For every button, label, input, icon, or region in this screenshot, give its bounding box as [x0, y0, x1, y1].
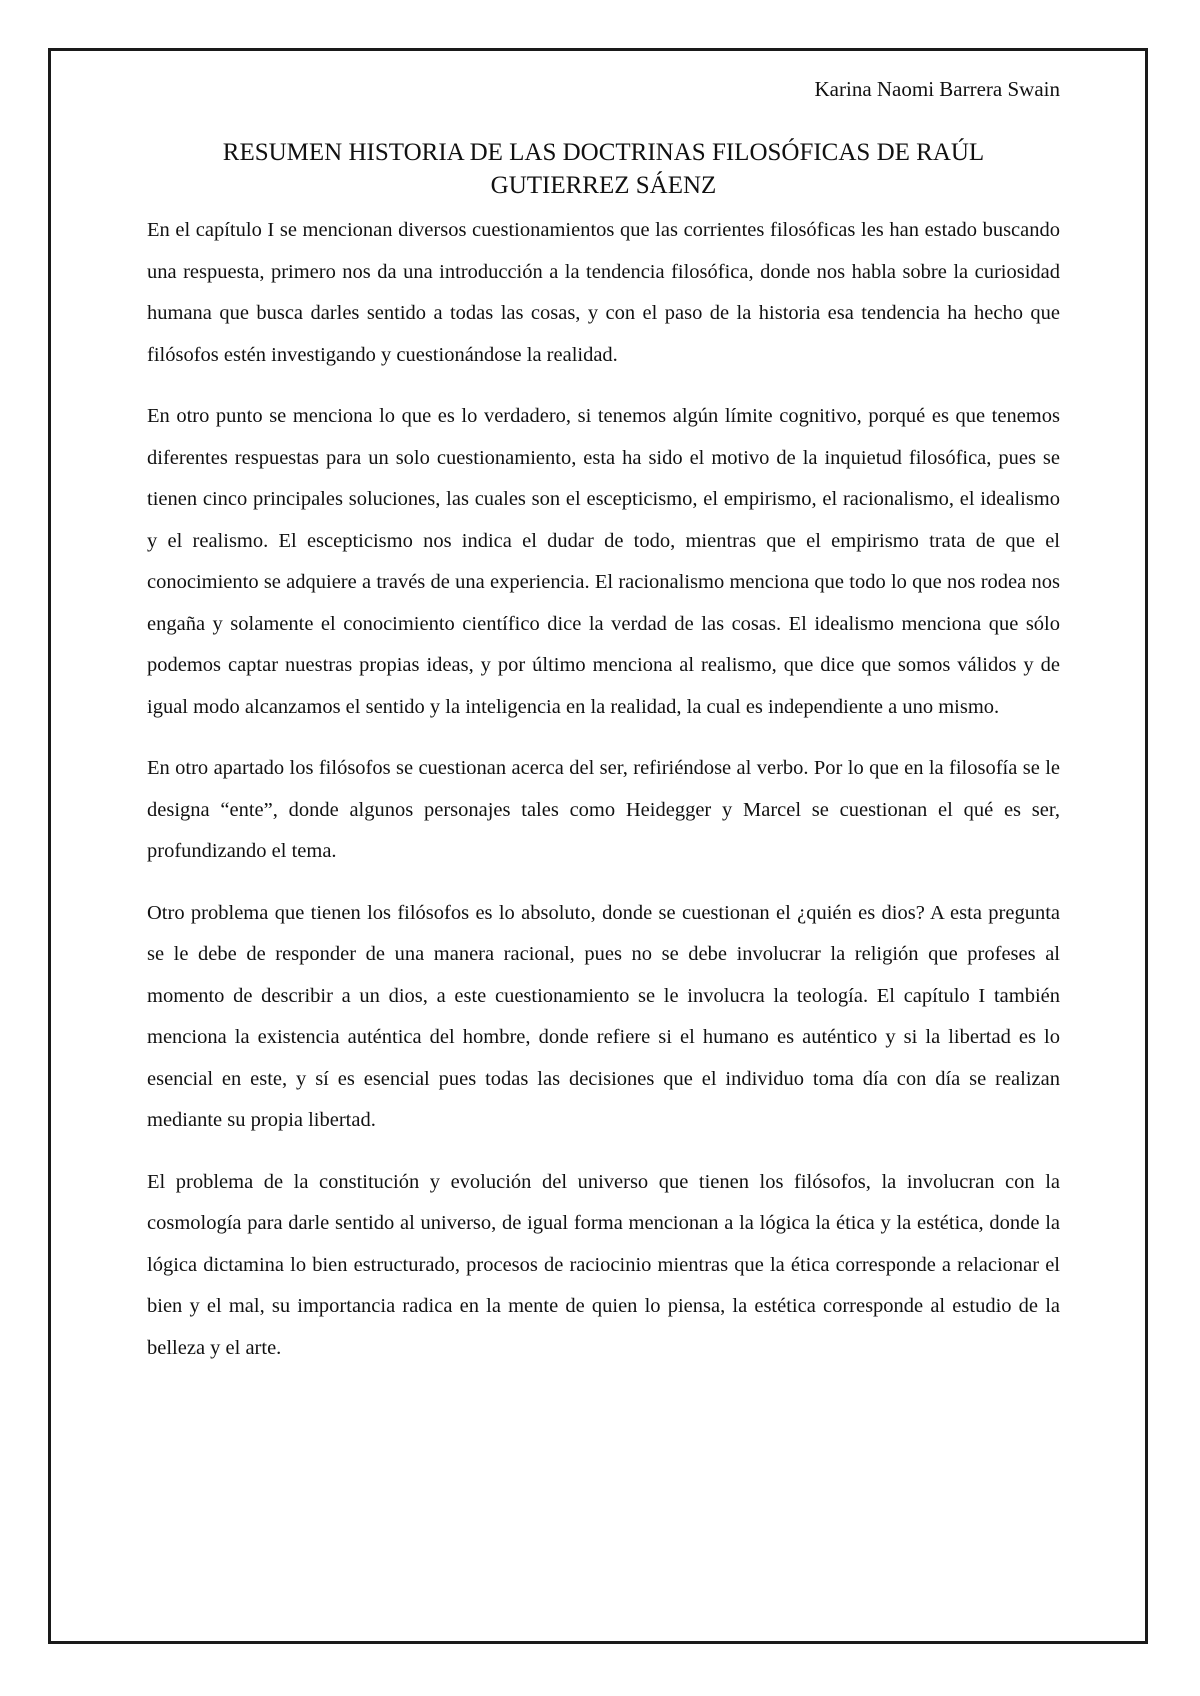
document-title: RESUMEN HISTORIA DE LAS DOCTRINAS FILOSÓFICAS DE RAÚL GUTIERREZ SÁENZ — [222, 139, 985, 199]
paragraph-4: Otro problema que tienen los filósofos es lo absoluto, donde se cuestionan el ¿quién es dios? A esta pregunta se le debe de responder de una manera racional, pues no se debe involucrar la religión que profeses al momento de describir a un dios, a este cuestionamiento se le involucra la teología. El capítulo I también menciona la existencia auténtica del hombre, donde refiere si el humano es auténtico y si la libertad es lo esencial en este, y sí es esencial pues todas las decisiones que el individuo toma día con día se realizan mediante su propia libertad. — [147, 901, 1060, 1131]
document-body — [147, 62, 1060, 1389]
author-name: Karina Naomi Barrera Swain — [814, 77, 1060, 101]
paragraph-5: El problema de la constitución y evolución del universo que tienen los filósofos, la involucran con la cosmología para darle sentido al universo, de igual forma mencionan a la lógica la ética y la estética, donde la lógica dictamina lo bien estructurado, procesos de raciocinio mientras que la ética corresponde a relacionar el bien y el mal, su importancia radica en la mente de quien lo piensa, la estética corresponde al estudio de la belleza y el arte. — [147, 1170, 1060, 1359]
paragraph-1: En el capítulo I se mencionan diversos cuestionamientos que las corrientes filosóficas les han estado buscando una respuesta, primero nos da una introducción a la tendencia filosófica, donde nos habla sobre la curiosidad humana que busca darles sentido a todas las cosas, y con el paso de la historia esa tendencia ha hecho que filósofos estén investigando y cuestionándose la realidad. — [147, 219, 1060, 366]
paragraph-3: En otro apartado los filósofos se cuestionan acerca del ser, refiriéndose al verbo. Por lo que en la filosofía se le designa “ente”, donde algunos personajes tales como Heidegger y Marcel se cuestionan el qué es ser, profundizando el tema. — [147, 757, 1060, 862]
paragraph-2: En otro punto se menciona lo que es lo verdadero, si tenemos algún límite cognitivo, porqué es que tenemos diferentes respuestas para un solo cuestionamiento, esta ha sido el motivo de la inquietud filosófica, pues se tienen cinco principales soluciones, las cuales son el escepticismo, el empirismo, el racionalismo, el idealismo y el realismo. El escepticismo nos indica el dudar de todo, mientras que el empirismo trata de que el conocimiento se adquiere a través de una experiencia. El racionalismo menciona que todo lo que nos rodea nos engaña y solamente el conocimiento científico dice la verdad de las cosas. El idealismo menciona que sólo podemos captar nuestras propias ideas, y por último menciona al realismo, que dice que somos válidos y de igual modo alcanzamos el sentido y la inteligencia en la realidad, la cual es independiente a uno mismo. — [147, 405, 1060, 718]
